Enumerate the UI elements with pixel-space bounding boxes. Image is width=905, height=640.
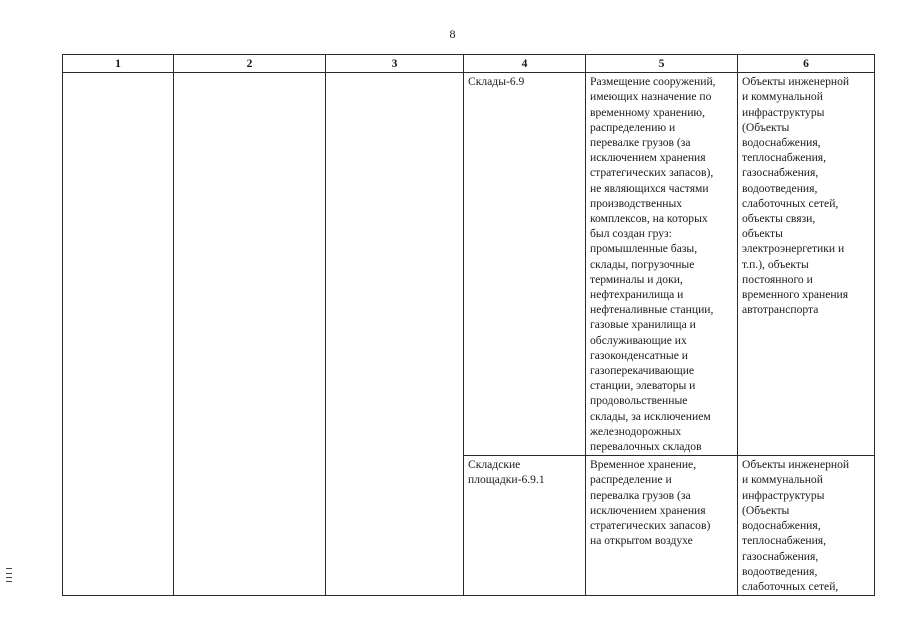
cell-text-line: слаботочных сетей, — [742, 579, 839, 593]
table-cell-col1 — [63, 73, 174, 596]
header-row — [63, 55, 875, 73]
margin-mark — [6, 568, 12, 582]
table-cell-col3 — [326, 73, 464, 596]
column-header-6: 6 — [738, 55, 875, 73]
cell-text-line: теплоснабжения, — [742, 534, 827, 548]
page-number: 8 — [449, 27, 456, 41]
column-header-2: 2 — [174, 55, 326, 73]
cell-text-line: Объекты инженерной — [742, 75, 850, 89]
cell-text-line: терминалы и доки, — [590, 272, 683, 286]
column-header-3: 3 — [326, 55, 464, 73]
cell-text-line: распределению и — [590, 120, 676, 134]
cell-text-line: исключением хранения — [590, 503, 706, 517]
permitted-objects-cell — [738, 456, 875, 596]
cell-text-line: и коммунальной — [742, 473, 823, 487]
cell-text-line: объекты связи, — [742, 212, 816, 226]
column-header-5: 5 — [586, 55, 738, 73]
cell-text-line: Размещение сооружений, — [590, 75, 716, 89]
table-cell-col2 — [174, 73, 326, 596]
cell-text-line: Склады-6.9 — [468, 75, 525, 89]
cell-text-line: слаботочных сетей, — [742, 196, 839, 210]
permitted-objects-cell — [738, 73, 875, 456]
cell-text-line: (Объекты — [742, 503, 790, 517]
cell-text-line: перевалка грузов (за — [590, 488, 691, 502]
cell-text-line: объекты — [742, 227, 783, 241]
cell-text-line: имеющих назначение по — [590, 90, 712, 104]
cell-text-line: склады, за исключением — [590, 409, 711, 423]
cell-text-line: инфраструктуры — [742, 488, 825, 502]
column-header-4: 4 — [464, 55, 586, 73]
cell-text-line: нефтехранилища и — [590, 288, 684, 302]
cell-text-line: Складские — [468, 458, 521, 472]
cell-text-line: Объекты инженерной — [742, 458, 850, 472]
cell-text-line: (Объекты — [742, 120, 790, 134]
cell-text-line: электроэнергетики и — [742, 242, 845, 256]
cell-text-line: т.п.), объекты — [742, 257, 809, 271]
cell-text-line: временного хранения — [742, 288, 849, 302]
cell-text-line: теплоснабжения, — [742, 151, 827, 165]
cell-text-line: водоотведения, — [742, 564, 818, 578]
cell-text-line: перевалочных складов — [590, 440, 702, 454]
cell-text-line: и коммунальной — [742, 90, 823, 104]
cell-text-line: временному хранению, — [590, 105, 705, 119]
cell-text-line: был создан груз: — [590, 227, 672, 241]
table-row — [63, 73, 875, 456]
cell-text-line: водоснабжения, — [742, 519, 821, 533]
land-use-description-cell — [586, 456, 738, 596]
cell-text-line: водоотведения, — [742, 181, 818, 195]
cell-text-line: исключением хранения — [590, 151, 706, 165]
cell-text-line: автотранспорта — [742, 303, 819, 317]
land-use-type-cell — [464, 456, 586, 596]
land-use-table — [62, 54, 875, 596]
cell-text-line: нефтеналивные станции, — [590, 303, 714, 317]
cell-text-line: площадки-6.9.1 — [468, 473, 545, 487]
cell-text-line: станции, элеваторы и — [590, 379, 696, 393]
cell-text-line: стратегических запасов), — [590, 166, 714, 180]
cell-text-line: стратегических запасов) — [590, 519, 711, 533]
cell-text-line: обслуживающие их — [590, 333, 687, 347]
cell-text-line: инфраструктуры — [742, 105, 825, 119]
cell-text-line: газоконденсатные и — [590, 348, 688, 362]
cell-text-line: Временное хранение, — [590, 458, 697, 472]
cell-text-line: на открытом воздухе — [590, 534, 693, 548]
land-use-type-cell — [464, 73, 586, 456]
cell-text-line: не являющихся частями — [590, 181, 709, 195]
land-use-description-cell — [586, 73, 738, 456]
cell-text-line: газоперекачивающие — [590, 364, 695, 378]
cell-text-line: производственных — [590, 196, 683, 210]
cell-text-line: газоснабжения, — [742, 549, 819, 563]
cell-text-line: водоснабжения, — [742, 136, 821, 150]
cell-text-line: перевалке грузов (за — [590, 136, 691, 150]
cell-text-line: постоянного и — [742, 272, 813, 286]
cell-text-line: продовольственные — [590, 394, 688, 408]
column-header-1: 1 — [63, 55, 174, 73]
cell-text-line: газовые хранилища и — [590, 318, 696, 332]
cell-text-line: распределение и — [590, 473, 672, 487]
cell-text-line: газоснабжения, — [742, 166, 819, 180]
cell-text-line: комплексов, на которых — [590, 212, 708, 226]
cell-text-line: промышленные базы, — [590, 242, 698, 256]
cell-text-line: склады, погрузочные — [590, 257, 695, 271]
cell-text-line: железнодорожных — [590, 424, 682, 438]
